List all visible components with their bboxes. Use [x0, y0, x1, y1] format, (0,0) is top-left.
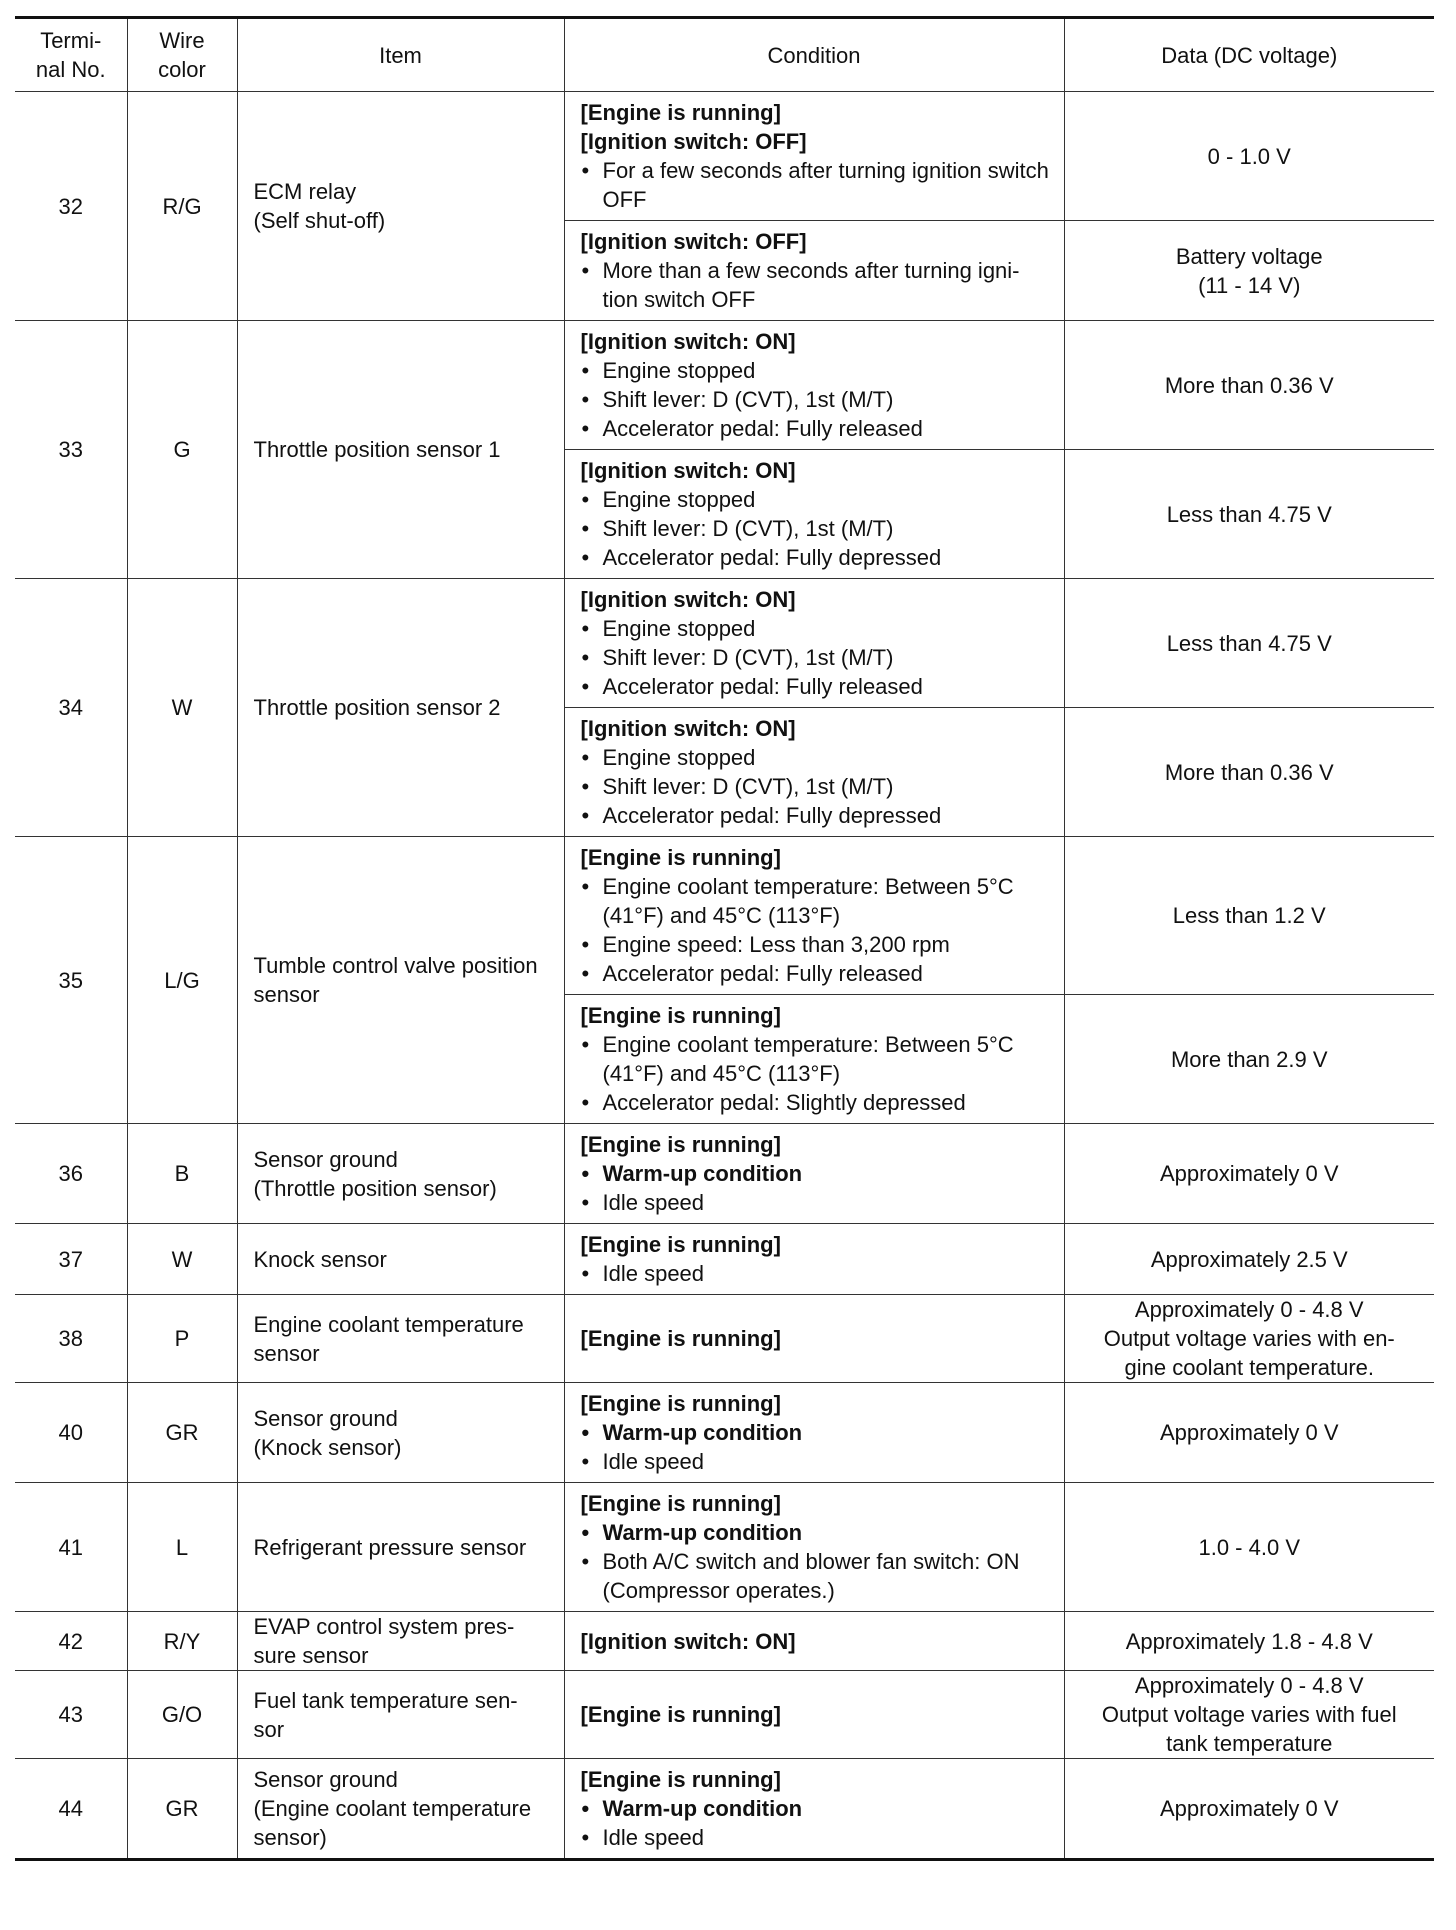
wire-color: R/Y — [127, 1612, 237, 1671]
data-voltage: 1.0 - 4.0 V — [1064, 1483, 1434, 1612]
condition-cell — [564, 1224, 1064, 1295]
data-voltage: Less than 4.75 V — [1064, 579, 1434, 708]
condition-bullet: • Shift lever: D (CVT), 1st (M/T) — [581, 643, 1052, 672]
condition-bullet: • Idle speed — [581, 1823, 1052, 1852]
condition-heading: [Engine is running] — [580, 1391, 781, 1416]
terminal-number: 35 — [15, 837, 127, 1124]
data-voltage: Approximately 0 - 4.8 V Output voltage varies with en- gine coolant temperature. — [1064, 1295, 1434, 1383]
condition-bullet: • Warm-up condition — [581, 1794, 1052, 1823]
condition-bullet: • Shift lever: D (CVT), 1st (M/T) — [581, 772, 1052, 801]
condition-bullet: • Accelerator pedal: Fully released — [581, 959, 1052, 988]
table-row — [15, 1224, 1434, 1295]
data-voltage: Approximately 2.5 V — [1064, 1224, 1434, 1295]
data-voltage: Approximately 1.8 - 4.8 V — [1064, 1612, 1434, 1671]
terminal-number: 34 — [15, 579, 127, 837]
data-voltage: Battery voltage (11 - 14 V) — [1064, 221, 1434, 321]
header-terminal-no: Termi- nal No. — [15, 18, 127, 92]
terminal-number: 38 — [15, 1295, 127, 1383]
data-voltage: Approximately 0 V — [1064, 1759, 1434, 1860]
ecm-terminal-table — [15, 16, 1434, 1861]
item-name: Sensor ground (Throttle position sensor) — [237, 1124, 564, 1224]
condition-cell — [564, 1759, 1064, 1860]
header-condition: Condition — [564, 18, 1064, 92]
condition-bullet: • Idle speed — [581, 1259, 1052, 1288]
wire-color: L/G — [127, 837, 237, 1124]
data-voltage: 0 - 1.0 V — [1064, 92, 1434, 221]
condition-bullet: • Shift lever: D (CVT), 1st (M/T) — [581, 514, 1052, 543]
item-name: Fuel tank temperature sen- sor — [237, 1671, 564, 1759]
wire-color: P — [127, 1295, 237, 1383]
terminal-number: 44 — [15, 1759, 127, 1860]
condition-bullet: • Engine stopped — [581, 743, 1052, 772]
condition-bullet: • Engine stopped — [581, 356, 1052, 385]
item-name: Knock sensor — [237, 1224, 564, 1295]
condition-cell — [564, 1671, 1064, 1759]
condition-bullet: • More than a few seconds after turning igni-tion switch OFF — [581, 256, 1052, 314]
table-header-row — [15, 18, 1434, 92]
condition-cell — [564, 579, 1064, 708]
header-item: Item — [237, 18, 564, 92]
condition-bullet: • Engine speed: Less than 3,200 rpm — [581, 930, 1052, 959]
condition-heading: [Ignition switch: ON] — [580, 458, 796, 483]
data-voltage: Approximately 0 - 4.8 V Output voltage varies with fuel tank temperature — [1064, 1671, 1434, 1759]
terminal-number: 42 — [15, 1612, 127, 1671]
header-wire-color: Wire color — [127, 18, 237, 92]
condition-bullet: • Accelerator pedal: Slightly depressed — [581, 1088, 1052, 1117]
condition-heading: [Engine is running] — [580, 1326, 781, 1351]
table-row — [15, 321, 1434, 450]
condition-heading: [Engine is running] — [580, 100, 781, 125]
wire-color: GR — [127, 1759, 237, 1860]
condition-bullet: • Warm-up condition — [581, 1159, 1052, 1188]
wire-color: W — [127, 1224, 237, 1295]
condition-heading: [Engine is running] — [580, 1702, 781, 1727]
condition-bullet: • Accelerator pedal: Fully released — [581, 414, 1052, 443]
condition-cell — [564, 221, 1064, 321]
condition-list — [581, 1794, 1052, 1852]
condition-list — [581, 356, 1052, 443]
condition-bullet: • Accelerator pedal: Fully depressed — [581, 801, 1052, 830]
terminal-number: 43 — [15, 1671, 127, 1759]
table-row — [15, 1483, 1434, 1612]
item-name: Tumble control valve position sensor — [237, 837, 564, 1124]
table-row — [15, 1124, 1434, 1224]
condition-list — [581, 1159, 1052, 1217]
condition-heading: [Engine is running] — [580, 845, 781, 870]
condition-bullet: • Idle speed — [581, 1188, 1052, 1217]
condition-heading: [Ignition switch: OFF] — [580, 129, 807, 154]
condition-bullet: • Engine stopped — [581, 614, 1052, 643]
item-name: Sensor ground (Engine coolant temperature sensor) — [237, 1759, 564, 1860]
condition-list — [581, 743, 1052, 830]
item-name: Throttle position sensor 2 — [237, 579, 564, 837]
wire-color: GR — [127, 1383, 237, 1483]
condition-cell — [564, 1124, 1064, 1224]
terminal-number: 40 — [15, 1383, 127, 1483]
condition-cell — [564, 1612, 1064, 1671]
item-name: EVAP control system pres- sure sensor — [237, 1612, 564, 1671]
data-voltage: More than 0.36 V — [1064, 708, 1434, 837]
data-voltage: Less than 4.75 V — [1064, 450, 1434, 579]
condition-bullet: • Idle speed — [581, 1447, 1052, 1476]
wire-color: W — [127, 579, 237, 837]
condition-list — [581, 256, 1052, 314]
condition-cell — [564, 321, 1064, 450]
terminal-number: 41 — [15, 1483, 127, 1612]
wire-color: L — [127, 1483, 237, 1612]
condition-bullet: • Accelerator pedal: Fully released — [581, 672, 1052, 701]
condition-cell — [564, 450, 1064, 579]
condition-list — [581, 1030, 1052, 1117]
condition-heading: [Ignition switch: ON] — [580, 1628, 796, 1654]
item-name: ECM relay (Self shut-off) — [237, 92, 564, 321]
condition-heading: [Ignition switch: ON] — [580, 587, 796, 612]
condition-bullet: • Engine stopped — [581, 485, 1052, 514]
condition-cell — [564, 92, 1064, 221]
table-row — [15, 837, 1434, 995]
condition-list — [581, 1518, 1052, 1605]
condition-list — [581, 1418, 1052, 1476]
data-voltage: Approximately 0 V — [1064, 1383, 1434, 1483]
table-row — [15, 1612, 1434, 1671]
terminal-number: 32 — [15, 92, 127, 321]
condition-heading: [Engine is running] — [580, 1132, 781, 1157]
data-voltage: Approximately 0 V — [1064, 1124, 1434, 1224]
condition-list — [581, 1259, 1052, 1288]
data-voltage: More than 2.9 V — [1064, 995, 1434, 1124]
condition-bullet: • Both A/C switch and blower fan switch: ON (Compressor operates.) — [581, 1547, 1052, 1605]
data-voltage: More than 0.36 V — [1064, 321, 1434, 450]
wire-color: B — [127, 1124, 237, 1224]
wire-color: G — [127, 321, 237, 579]
condition-list — [581, 614, 1052, 701]
data-voltage: Less than 1.2 V — [1064, 837, 1434, 995]
condition-list — [581, 156, 1052, 214]
condition-heading: [Ignition switch: ON] — [580, 716, 796, 741]
condition-cell — [564, 837, 1064, 995]
condition-bullet: • Warm-up condition — [581, 1518, 1052, 1547]
terminal-number: 37 — [15, 1224, 127, 1295]
condition-cell — [564, 1483, 1064, 1612]
condition-heading: [Engine is running] — [580, 1232, 781, 1257]
condition-cell — [564, 708, 1064, 837]
item-name: Refrigerant pressure sensor — [237, 1483, 564, 1612]
header-data-voltage: Data (DC voltage) — [1064, 18, 1434, 92]
condition-cell — [564, 995, 1064, 1124]
terminal-number: 36 — [15, 1124, 127, 1224]
table-row — [15, 579, 1434, 708]
condition-heading: [Engine is running] — [580, 1003, 781, 1028]
table-row — [15, 1759, 1434, 1860]
table-row — [15, 1295, 1434, 1383]
condition-heading: [Engine is running] — [580, 1491, 781, 1516]
condition-bullet: • Engine coolant temperature: Between 5°C (41°F) and 45°C (113°F) — [581, 872, 1052, 930]
table-body — [15, 92, 1434, 1860]
table-row — [15, 92, 1434, 221]
table-row — [15, 1383, 1434, 1483]
item-name: Throttle position sensor 1 — [237, 321, 564, 579]
table-row — [15, 1671, 1434, 1759]
condition-bullet: • Warm-up condition — [581, 1418, 1052, 1447]
condition-list — [581, 872, 1052, 988]
condition-bullet: • Accelerator pedal: Fully depressed — [581, 543, 1052, 572]
condition-cell — [564, 1295, 1064, 1383]
wire-color: G/O — [127, 1671, 237, 1759]
condition-bullet: • Engine coolant temperature: Between 5°C (41°F) and 45°C (113°F) — [581, 1030, 1052, 1088]
condition-heading: [Ignition switch: ON] — [580, 329, 796, 354]
condition-cell — [564, 1383, 1064, 1483]
condition-list — [581, 485, 1052, 572]
condition-heading: [Ignition switch: OFF] — [580, 229, 807, 254]
condition-heading: [Engine is running] — [580, 1767, 781, 1792]
wire-color: R/G — [127, 92, 237, 321]
item-name: Engine coolant temperature sensor — [237, 1295, 564, 1383]
condition-bullet: • Shift lever: D (CVT), 1st (M/T) — [581, 385, 1052, 414]
terminal-number: 33 — [15, 321, 127, 579]
condition-bullet: • For a few seconds after turning ignition switch OFF — [581, 156, 1052, 214]
item-name: Sensor ground (Knock sensor) — [237, 1383, 564, 1483]
